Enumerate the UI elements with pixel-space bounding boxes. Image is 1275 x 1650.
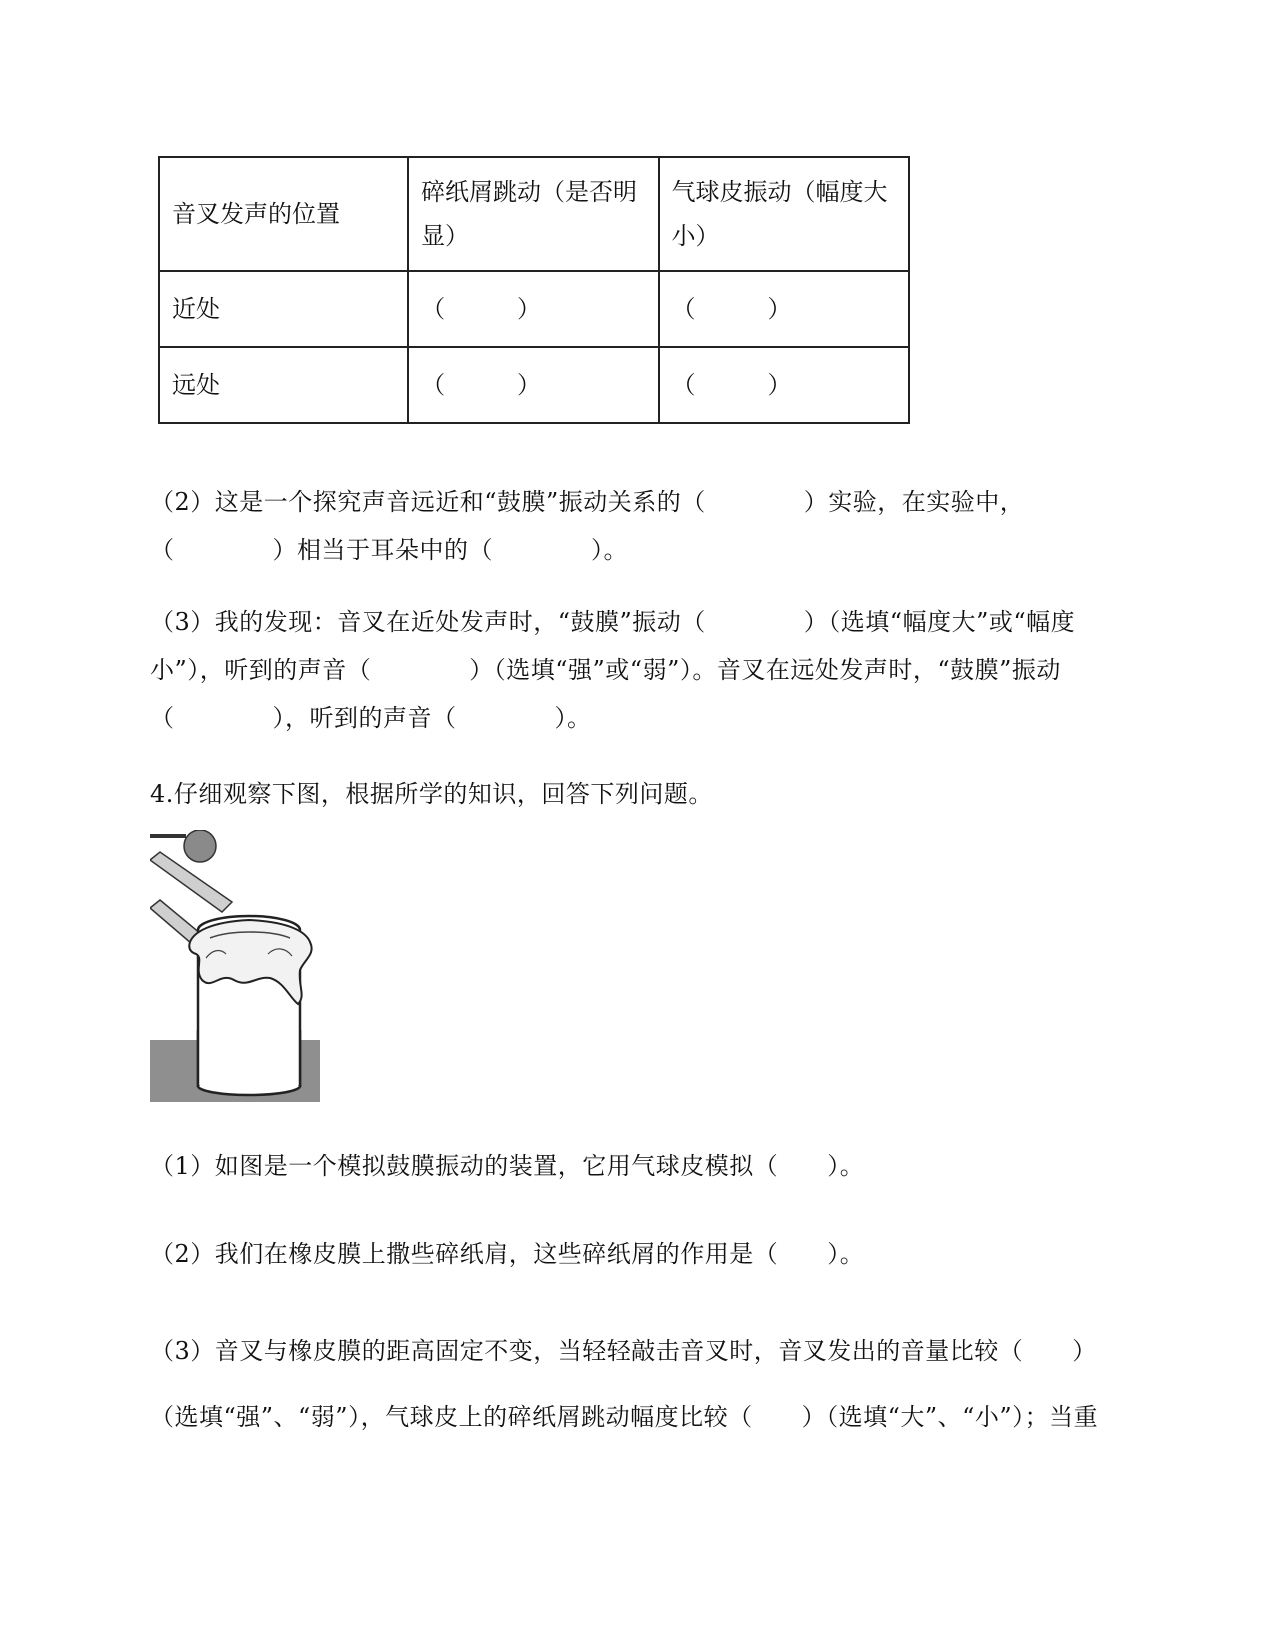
header-position: 音叉发声的位置 [159, 157, 408, 271]
question-3-part-3: （3）我的发现：音叉在近处发声时，“鼓膜”振动（ ）（选填“幅度大”或“幅度小”），听到的声音（ ）（选填“强”或“弱”）。音叉在远处发声时，“鼓膜”振动（ ），听到的声音（ ）。 [150, 608, 1076, 732]
table-row [159, 347, 909, 423]
question-4-part-2: （2）我们在橡皮膜上撒些碎纸肩，这些碎纸屑的作用是（ ）。 [150, 1240, 865, 1268]
question-4-part-3: （3）音叉与橡皮膜的距高固定不变，当轻轻敲击音叉时，音叉发出的音量比较（ ）（选填“强”、“弱”），气球皮上的碎纸屑跳动幅度比较（ ）（选填“大”、“小”）；当重 [150, 1337, 1099, 1431]
table-row [159, 271, 909, 347]
table-header-row [159, 157, 909, 271]
question-4-title: 4.仔细观察下图，根据所学的知识，回答下列问题。 [150, 780, 713, 808]
blank-cell[interactable]: （ ） [408, 271, 658, 347]
row-label-near: 近处 [159, 271, 408, 347]
header-balloon: 气球皮振动（幅度大小） [659, 157, 909, 271]
blank-cell[interactable]: （ ） [659, 271, 909, 347]
row-label-far: 远处 [159, 347, 408, 423]
tuning-fork-ball [184, 830, 216, 862]
header-paper-bits: 碎纸屑跳动（是否明显） [408, 157, 658, 271]
blank-cell[interactable]: （ ） [408, 347, 658, 423]
blank-cell[interactable]: （ ） [659, 347, 909, 423]
observation-table [158, 156, 910, 424]
question-4-part-1: （1）如图是一个模拟鼓膜振动的装置，它用气球皮模拟（ ）。 [150, 1152, 865, 1180]
eardrum-model-figure [150, 830, 330, 1102]
question-3-part-2: （2）这是一个探究声音远近和“鼓膜”振动关系的（ ）实验，在实验中，（ ）相当于耳朵中的（ ）。 [150, 488, 1025, 564]
